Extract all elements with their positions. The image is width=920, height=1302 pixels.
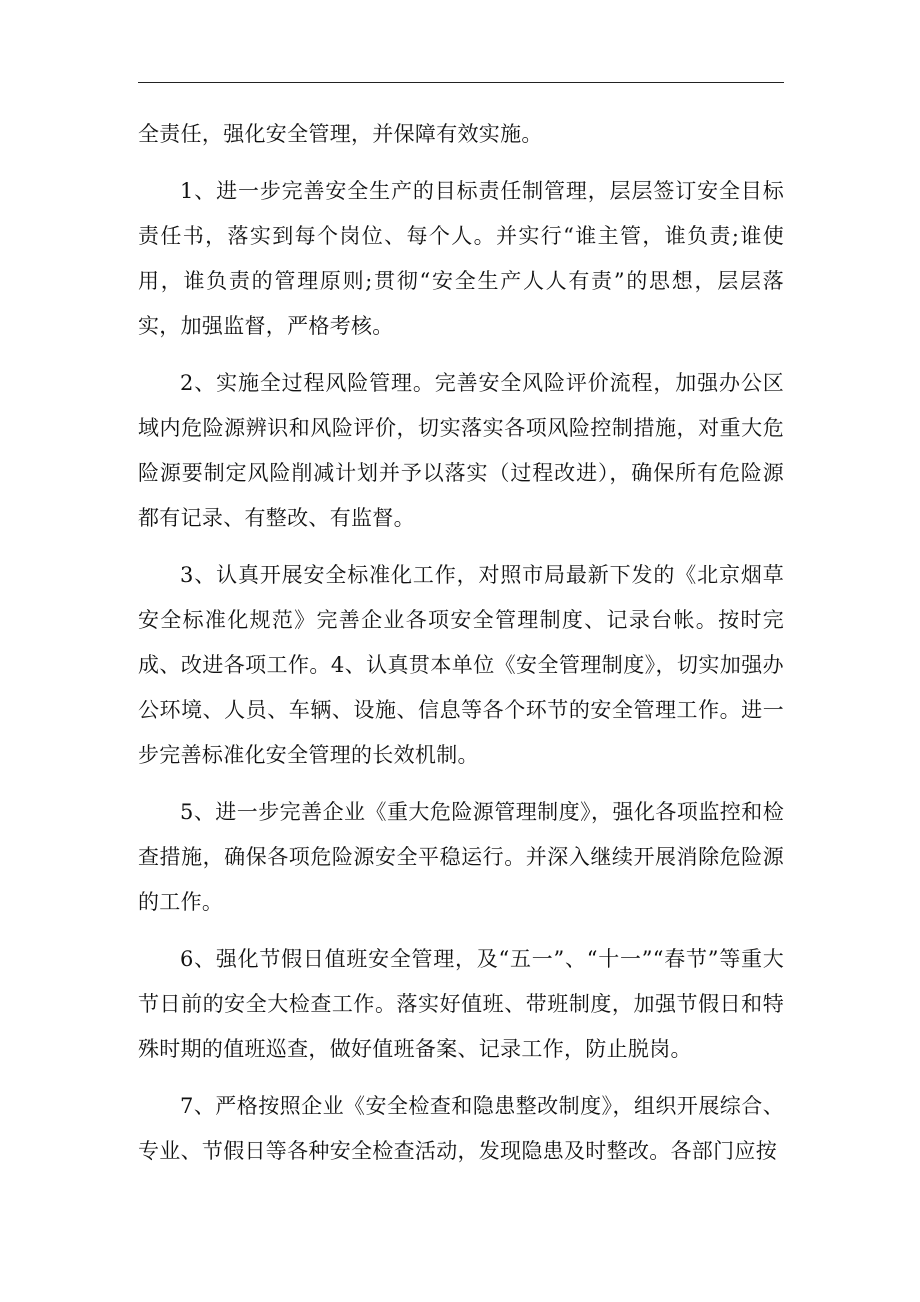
paragraph-item-5: 5、进一步完善企业《重大危险源管理制度》，强化各项监控和检查措施，确保各项危险源安全平稳运行。并深入继续开展消除危险源的工作。 [138,800,784,914]
paragraph-item-7: 7、严格按照企业《安全检查和隐患整改制度》，组织开展综合、专业、节假日等各种安全检查活动，发现隐患及时整改。各部门应按 [138,1094,784,1163]
paragraph-continuation: 全责任，强化安全管理，并保障有效实施。 [138,122,543,146]
header-rule [138,82,784,83]
document-body [138,112,784,1186]
paragraph-item-2: 2、实施全过程风险管理。完善安全风险评价流程，加强办公区域内危险源辨识和风险评价，切实落实各项风险控制措施，对重大危险源要制定风险削减计划并予以落实（过程改进），确保所有危险源都有记录、有整改、有监督。 [138,371,784,530]
paragraph-item-1: 1、进一步完善安全生产的目标责任制管理，层层签订安全目标责任书，落实到每个岗位、每个人。并实行“谁主管，谁负责;谁使用，谁负责的管理原则;贯彻“安全生产人人有责”的思想，层层落实，加强监督，严格考核。 [138,179,784,338]
paragraph-item-6: 6、强化节假日值班安全管理，及“五一”、“十一”“春节”等重大节日前的安全大检查工作。落实好值班、带班制度，加强节假日和特殊时期的值班巡查，做好值班备案、记录工作，防止脱岗。 [138,947,784,1061]
paragraph-item-3: 3、认真开展安全标准化工作，对照市局最新下发的《北京烟草安全标准化规范》完善企业各项安全管理制度、记录台帐。按时完成、改进各项工作。4、认真贯本单位《安全管理制度》，切实加强办公环境、人员、车辆、设施、信息等各个环节的安全管理工作。进一步完善标准化安全管理的长效机制。 [138,563,784,767]
